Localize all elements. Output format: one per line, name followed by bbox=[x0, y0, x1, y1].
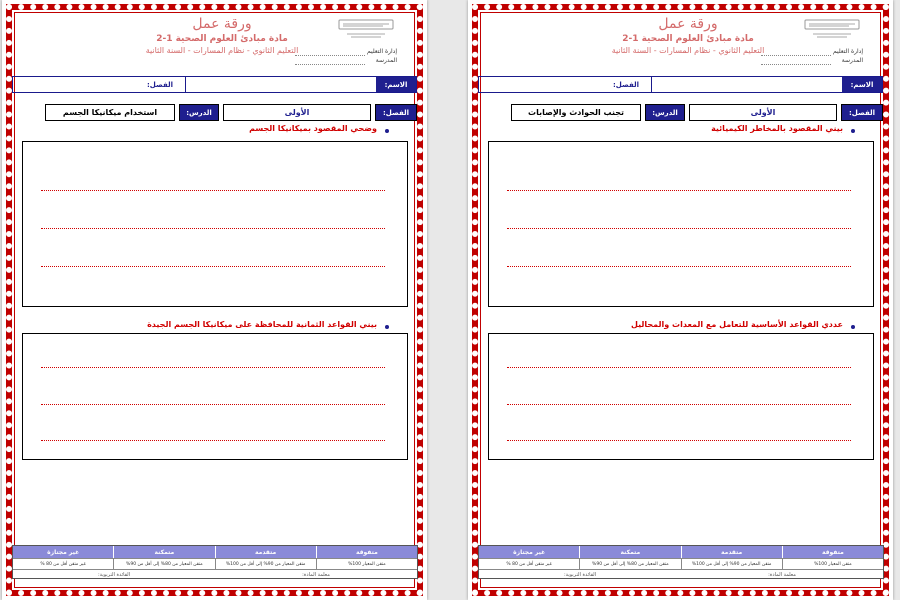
criteria-proficient[interactable]: متقن المعيار من 80% إلى أقل من 90% bbox=[113, 559, 214, 569]
criteria-fail[interactable]: غير متقن أقل من 80 % bbox=[506, 561, 552, 567]
question-1: بيني المقصود بالمخاطر الكيميائية bbox=[711, 124, 843, 133]
name-field[interactable] bbox=[185, 77, 376, 92]
principal-signature: القائدة التربوية: bbox=[563, 572, 597, 578]
unit-label: الفصل: bbox=[841, 104, 883, 121]
unit-lesson-row bbox=[478, 104, 883, 121]
grade-header-excellent: متفوقة bbox=[782, 546, 883, 558]
lesson-label: الدرس: bbox=[179, 104, 219, 121]
subject-title: مادة مبادئ العلوم الصحية 1-2 bbox=[156, 34, 288, 44]
criteria-excellent[interactable]: متقن المعيار 100% bbox=[316, 559, 417, 569]
name-label: الاسم: bbox=[376, 77, 416, 92]
grading-table bbox=[12, 545, 418, 579]
class-label: الفصل: bbox=[135, 77, 185, 92]
bullet-icon bbox=[385, 325, 389, 329]
criteria-excellent[interactable]: متقن المعيار 100% bbox=[782, 559, 883, 569]
teacher-signature: معلمة المادة: bbox=[302, 572, 330, 578]
answer-box-1[interactable] bbox=[22, 141, 408, 307]
name-label: الاسم: bbox=[842, 77, 882, 92]
unit-value: الأولى bbox=[689, 104, 837, 121]
name-field[interactable] bbox=[651, 77, 842, 92]
grade-header-fail: غير مجتازة bbox=[47, 548, 80, 556]
worksheet-page-2 bbox=[2, 0, 427, 600]
unit-label: الفصل: bbox=[375, 104, 417, 121]
answer-box-1[interactable] bbox=[488, 141, 874, 307]
teacher-signature: معلمة المادة: bbox=[768, 572, 796, 578]
worksheet-title: ورقة عمل bbox=[658, 16, 718, 32]
question-1: وضحي المقصود بميكانيكا الجسم bbox=[249, 124, 377, 133]
school-label: المدرسة bbox=[841, 57, 863, 64]
lesson-label: الدرس: bbox=[645, 104, 685, 121]
grade-header-proficient: متمكنة bbox=[579, 546, 680, 558]
grade-header-proficient: متمكنة bbox=[113, 546, 214, 558]
name-row bbox=[478, 76, 883, 93]
admin-label: إدارة التعليم bbox=[833, 48, 863, 55]
subject-title: مادة مبادئ العلوم الصحية 1-2 bbox=[622, 34, 754, 44]
worksheet-page-1 bbox=[468, 0, 893, 600]
track-subtitle: التعليم الثانوي - نظام المسارات - السنة الثانية bbox=[145, 46, 299, 55]
class-field[interactable] bbox=[479, 77, 601, 92]
criteria-proficient[interactable]: متقن المعيار من 80% إلى أقل من 90% bbox=[579, 559, 680, 569]
track-subtitle: التعليم الثانوي - نظام المسارات - السنة الثانية bbox=[611, 46, 765, 55]
bullet-icon bbox=[385, 129, 389, 133]
criteria-fail[interactable]: غير متقن أقل من 80 % bbox=[40, 561, 86, 567]
answer-box-2[interactable] bbox=[22, 333, 408, 460]
school-label: المدرسة bbox=[375, 57, 397, 64]
lesson-value: تجنب الحوادث والإصابات bbox=[511, 104, 641, 121]
principal-signature: القائدة التربوية: bbox=[97, 572, 131, 578]
name-row bbox=[12, 76, 417, 93]
ministry-logo-icon bbox=[803, 18, 861, 42]
unit-lesson-row bbox=[12, 104, 417, 121]
grade-header-excellent: متفوقة bbox=[316, 546, 417, 558]
worksheet-title: ورقة عمل bbox=[192, 16, 252, 32]
grade-header-advanced: متقدمة bbox=[681, 546, 782, 558]
lesson-value: استخدام ميكانيكا الجسم bbox=[45, 104, 175, 121]
grading-table bbox=[478, 545, 884, 579]
ministry-logo-icon bbox=[337, 18, 395, 42]
criteria-advanced[interactable]: متقن المعيار من 90% إلى أقل من 100% bbox=[681, 559, 782, 569]
unit-value: الأولى bbox=[223, 104, 371, 121]
question-2: بيني القواعد الثمانية للمحافظة على ميكانيكا الجسم الجيدة bbox=[147, 320, 377, 329]
criteria-advanced[interactable]: متقن المعيار من 90% إلى أقل من 100% bbox=[215, 559, 316, 569]
grade-header-advanced: متقدمة bbox=[215, 546, 316, 558]
admin-label: إدارة التعليم bbox=[367, 48, 397, 55]
class-field[interactable] bbox=[13, 77, 135, 92]
class-label: الفصل: bbox=[601, 77, 651, 92]
question-2: عددي القواعد الأساسية للتعامل مع المعدات والمحاليل bbox=[631, 320, 843, 329]
bullet-icon bbox=[851, 325, 855, 329]
answer-box-2[interactable] bbox=[488, 333, 874, 460]
grade-header-fail: غير مجتازة bbox=[513, 548, 546, 556]
bullet-icon bbox=[851, 129, 855, 133]
